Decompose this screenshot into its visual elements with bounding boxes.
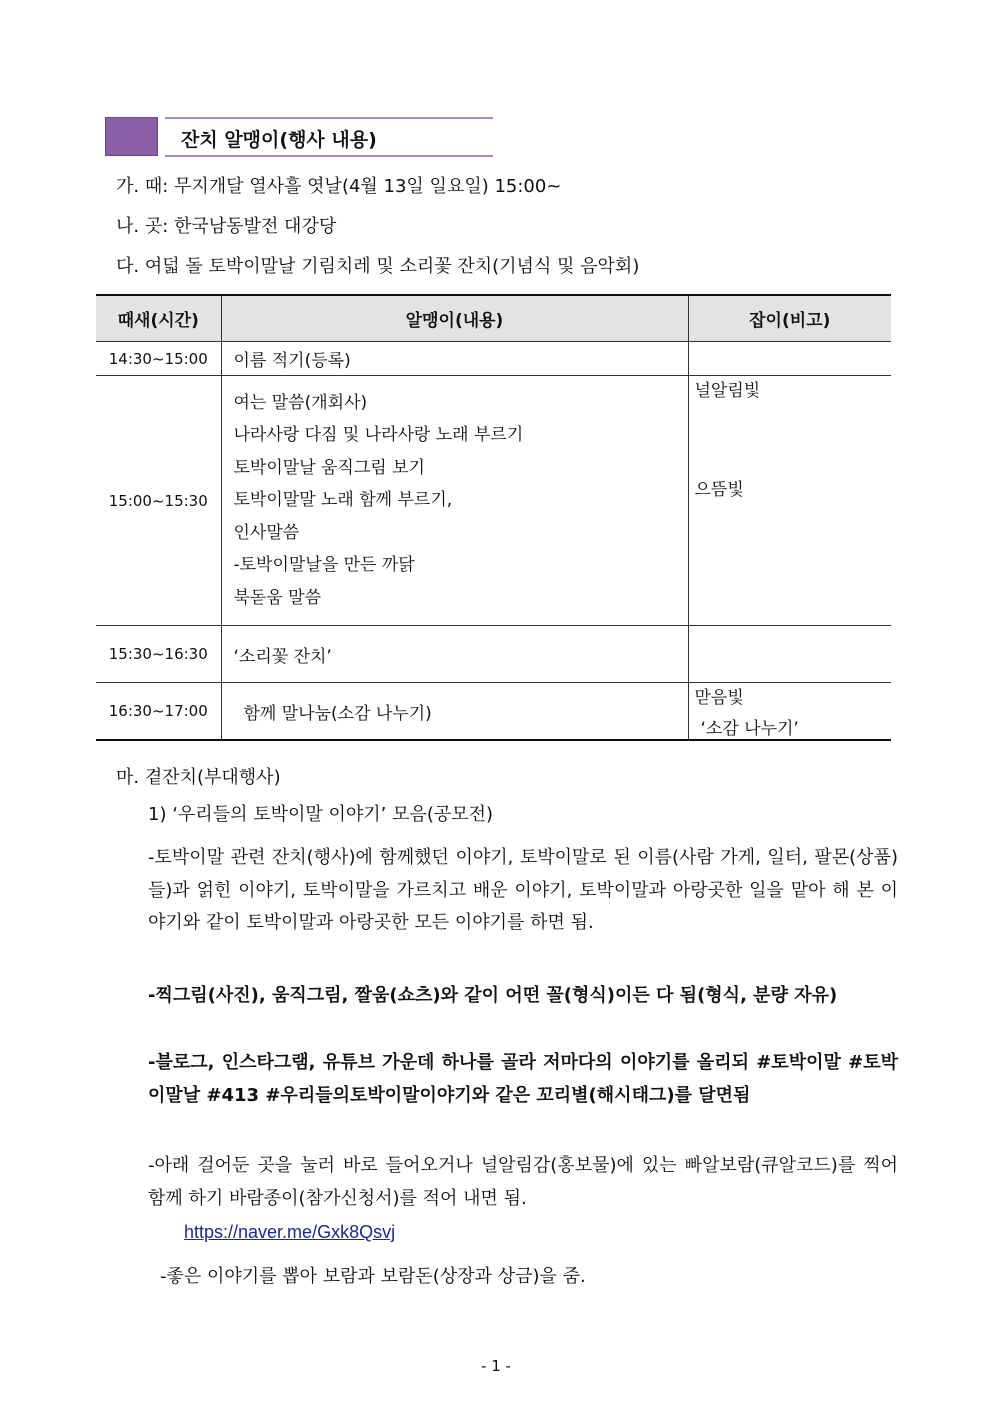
- content-line: 토박이말날 움직그림 보기: [233, 457, 425, 478]
- note-line: ‘소감 나누기’: [700, 719, 799, 739]
- note-line: 으뜸빛: [694, 480, 744, 500]
- section-marker: [105, 117, 158, 156]
- schedule-table: [96, 294, 891, 741]
- side-event-para-5: -좋은 이야기를 뽑아 보람과 보람돈(상장과 상금)을 줌.: [160, 1266, 586, 1287]
- row-note: [688, 626, 891, 683]
- note-line: 널알림빛: [694, 381, 761, 401]
- note-line: 맏음빛: [694, 688, 744, 708]
- row-content: 함께 말나눔(소감 나누기): [221, 683, 688, 741]
- side-event-para-1: -토박이말 관련 잔치(행사)에 함께했던 이야기, 토박이말로 된 이름(사람 가게, 일터, 팔몬(상품) 들)과 얽힌 이야기, 토박이말을 가르치고 배운 이야기, 토박이말과 아랑곳한 일을 맡아 해 본 이야기와 같이 토박이말과 아랑곳한 모든 이야기를 하면 됨.: [148, 847, 898, 933]
- table-row: [96, 683, 891, 741]
- row-note: [688, 376, 891, 626]
- side-event-subheading: 1) ‘우리들의 토박이말 이야기’ 모음(공모전): [148, 804, 494, 825]
- section-title: 잔치 알맹이(행사 내용): [181, 129, 377, 151]
- row-content: [221, 376, 688, 626]
- header-time: 때새(시간): [96, 295, 221, 342]
- side-event-para-3: -블로그, 인스타그램, 유튜브 가운데 하나를 골라 저마다의 이야기를 올리되 #토박이말 #토박이말날 #413 #우리들의토박이말이야기와 같은 꼬리별(해시태그)를 달면됨: [148, 1052, 898, 1106]
- side-event-para-4: -아래 걸어둔 곳을 눌러 바로 들어오거나 널알림감(홍보물)에 있는 빠알보람(큐알코드)를 찍어 함께 하기 바람종이(참가신청서)를 적어 내면 됨.: [148, 1155, 898, 1209]
- table-row: [96, 376, 891, 626]
- row-time: 14:30~15:00: [96, 342, 221, 376]
- row-note: [688, 342, 891, 376]
- page-number: - 1 -: [481, 1357, 511, 1375]
- table-row: [96, 626, 891, 683]
- table-row: [96, 342, 891, 376]
- row-content: 이름 적기(등록): [221, 342, 688, 376]
- content-line: -토박이말날을 만든 까닭: [233, 555, 415, 576]
- content-line: 북돋움 말씀: [233, 587, 322, 608]
- row-time: 15:00~15:30: [96, 376, 221, 626]
- header-note: 잡이(비고): [688, 295, 891, 342]
- row-time: 15:30~16:30: [96, 626, 221, 683]
- row-content: ‘소리꽃 잔치’: [221, 626, 688, 683]
- content-line: 토박이말말 노래 함께 부르기,: [233, 490, 453, 511]
- application-link[interactable]: https://naver.me/Gxk8Qsvj: [184, 1222, 396, 1242]
- event-where: 나. 곳: 한국남동발전 대강당: [116, 216, 337, 237]
- content-line: 여는 말씀(개회사): [233, 392, 368, 413]
- row-note: [688, 683, 891, 741]
- side-event-para-2: -찍그림(사진), 움직그림, 짤움(쇼츠)와 같이 어떤 꼴(형식)이든 다 됨(형식, 분량 자유): [148, 985, 838, 1006]
- section-title-box: [165, 117, 493, 157]
- event-when: 가. 때: 무지개달 열사흘 엿날(4월 13일 일요일) 15:00~: [116, 176, 562, 197]
- header-content: 알맹이(내용): [221, 295, 688, 342]
- content-line: 인사말씀: [233, 522, 300, 543]
- row-time: 16:30~17:00: [96, 683, 221, 741]
- table-header-row: [96, 295, 891, 342]
- event-what: 다. 여덟 돌 토박이말날 기림치레 및 소리꽃 잔치(기념식 및 음악회): [116, 256, 640, 277]
- side-event-heading: 마. 곁잔치(부대행사): [116, 767, 281, 788]
- content-line: 나라사랑 다짐 및 나라사랑 노래 부르기: [233, 425, 524, 446]
